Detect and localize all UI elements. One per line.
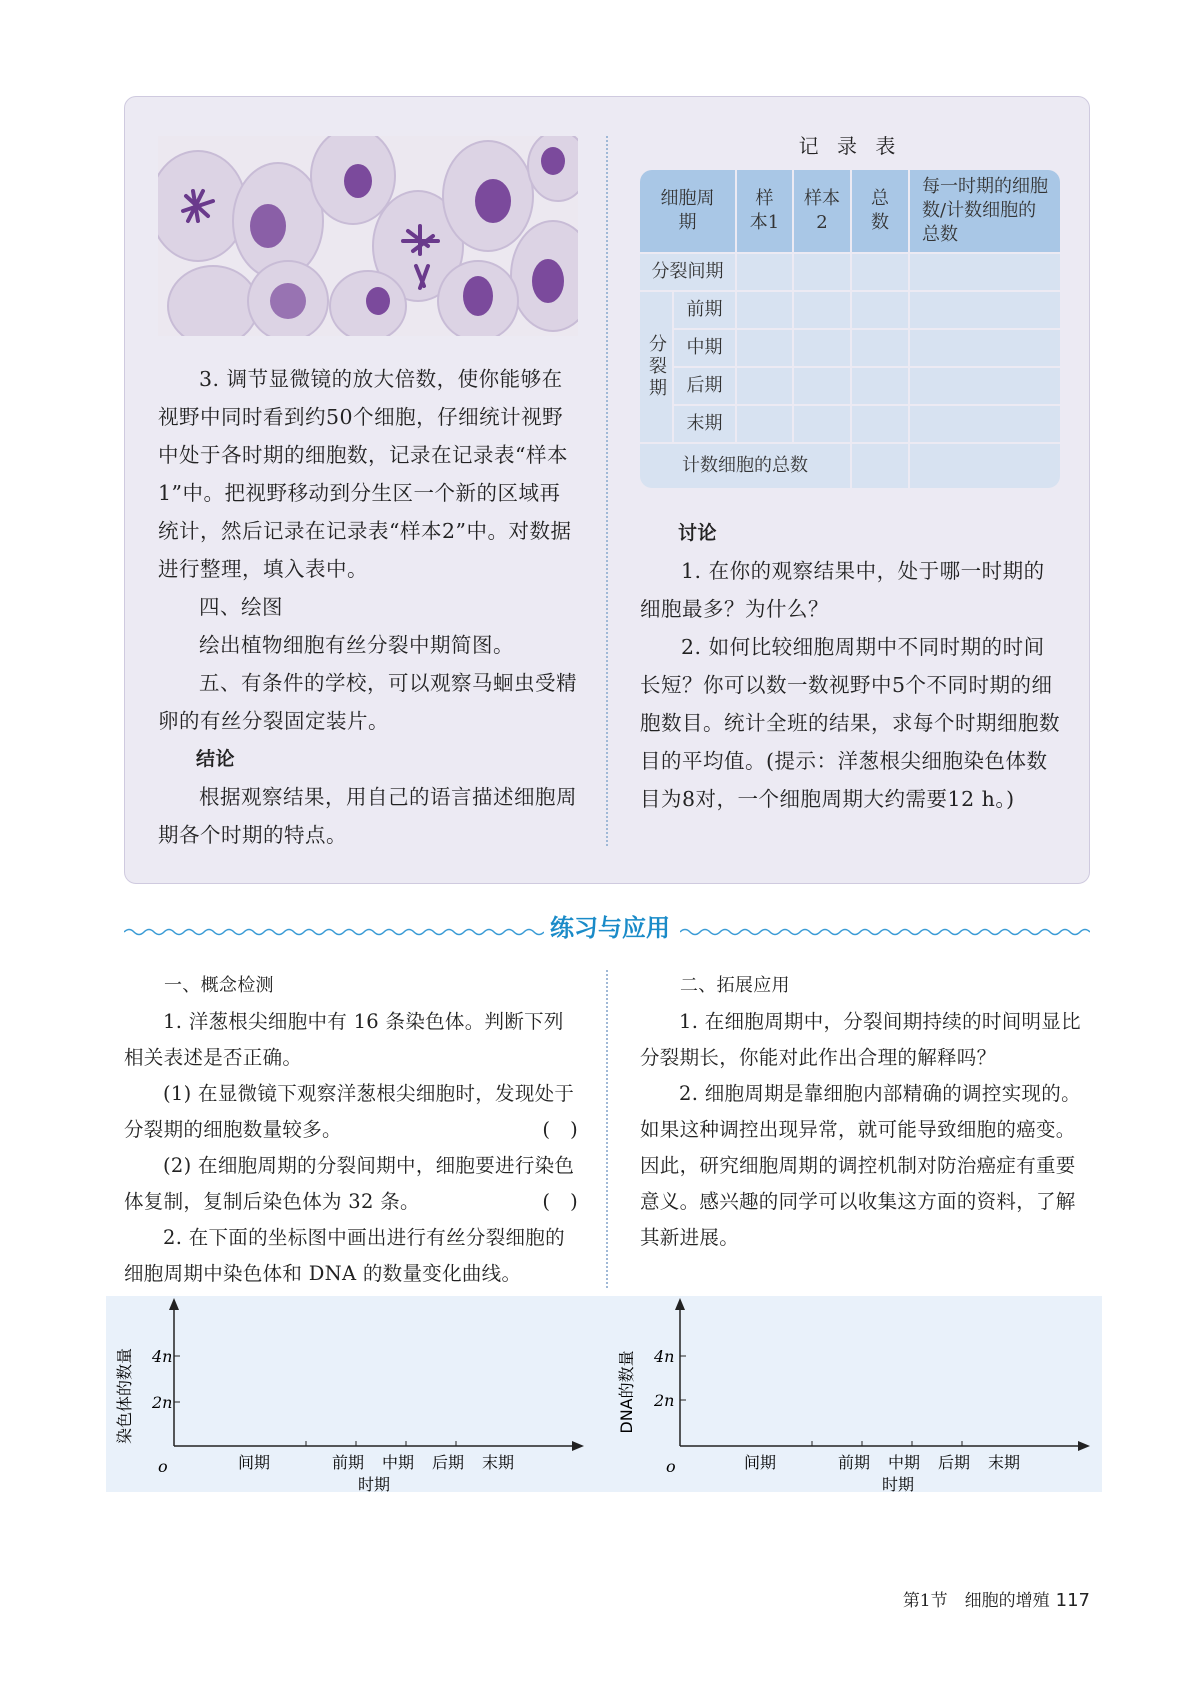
table-cell — [910, 254, 1060, 290]
table-cell — [737, 368, 792, 404]
header-total: 总数 — [852, 170, 908, 252]
y-axis-label: DNA的数量 — [617, 1350, 636, 1434]
section-title: 练习与应用 — [550, 914, 670, 942]
table-cell — [910, 368, 1060, 404]
banner-wave-right — [680, 922, 1090, 932]
table-cell — [737, 292, 792, 328]
answer-paren[interactable]: ( ) — [542, 1190, 578, 1213]
table-cell — [794, 406, 850, 442]
page-number: 117 — [1055, 1590, 1090, 1611]
question-1: 1. 洋葱根尖细胞中有 16 条染色体。判断下列相关表述是否正确。 — [124, 1010, 564, 1069]
table-cell — [852, 292, 908, 328]
discussion-item: 1. 在你的观察结果中，处于哪一时期的细胞最多？为什么？ — [640, 559, 1045, 621]
table-cell — [852, 444, 908, 488]
header-ratio: 每一时期的细胞数/计数细胞的总数 — [910, 170, 1060, 252]
table-cell — [737, 406, 792, 442]
tick-label-2n: 2n — [654, 1391, 675, 1410]
x-tick-anaphase: 后期 — [937, 1453, 971, 1472]
tick-label-2n: 2n — [152, 1393, 173, 1412]
header-sample-2: 样本2 — [794, 170, 850, 252]
table-cell — [794, 292, 850, 328]
discussion-item: 2. 如何比较细胞周期中不同时期的时间长短？你可以数一数视野中5个不同时期的细胞数目。统计全班的结果，求每个时期细胞数目的平均值。(提示：洋葱根尖细胞染色体数目为8对，一个细胞周期大约需要12 h。) — [640, 635, 1060, 811]
division-label-text: 分裂期 — [646, 334, 667, 400]
question-2: 2. 在下面的坐标图中画出进行有丝分裂细胞的细胞周期中染色体和 DNA 的数量变化曲线。 — [124, 1226, 565, 1285]
x-axis-label: 时期 — [357, 1475, 391, 1492]
draw-instruction: 绘出植物细胞有丝分裂中期简图。 — [199, 633, 514, 657]
row-metaphase-label: 中期 — [674, 330, 735, 366]
table-cell — [852, 254, 908, 290]
extension-heading: 二、拓展应用 — [680, 975, 790, 996]
record-table — [640, 170, 1060, 488]
y-axis-arrow-icon — [675, 1298, 685, 1310]
footer-section: 第1节 细胞的增殖 — [902, 1591, 1050, 1611]
chromosome-graph — [115, 1298, 584, 1492]
extension-question-1: 1. 在细胞周期中，分裂间期持续的时间明显比分裂期长，你能对此作出合理的解释吗？ — [640, 1010, 1081, 1069]
row-division-label — [640, 292, 672, 442]
table-cell — [737, 330, 792, 366]
table-cell — [910, 330, 1060, 366]
extension-section — [640, 968, 1090, 1256]
answer-paren[interactable]: ( ) — [542, 1118, 578, 1141]
table-cell — [794, 254, 850, 290]
table-cell — [794, 330, 850, 366]
dna-graph — [617, 1298, 1090, 1492]
x-tick-interphase: 间期 — [237, 1453, 271, 1472]
table-cell — [737, 254, 792, 290]
table-cell — [910, 444, 1060, 488]
tick-label-4n: 4n — [654, 1347, 675, 1366]
table-cell — [852, 406, 908, 442]
row-telophase-label: 末期 — [674, 406, 735, 442]
origin-label: o — [158, 1457, 168, 1476]
graphs-band — [106, 1296, 1102, 1492]
origin-label: o — [666, 1457, 676, 1476]
row-prophase-label: 前期 — [674, 292, 735, 328]
row-interphase-label: 分裂间期 — [640, 254, 735, 290]
step-3-paragraph: 3. 调节显微镜的放大倍数，使你能够在视野中同时看到约50个细胞，仔细统计视野中处于各时期的细胞数，记录在记录表“样本1”中。把视野移动到分生区一个新的区域再统计，然后记录在记录表“样本2”中。对数据进行整理，填入表中。 — [158, 367, 572, 581]
banner-wave-left — [124, 922, 544, 932]
table-cell — [852, 368, 908, 404]
microscope-photo — [158, 136, 578, 336]
tick-label-4n: 4n — [152, 1347, 173, 1366]
table-title: 记 录 表 — [798, 134, 902, 158]
concept-check-heading: 一、概念检测 — [164, 975, 274, 996]
question-1-1-text: (1) 在显微镜下观察洋葱根尖细胞时，发现处于分裂期的细胞数量较多。 — [124, 1082, 575, 1141]
x-tick-prophase: 前期 — [331, 1453, 365, 1472]
draw-heading: 四、绘图 — [199, 595, 283, 619]
discussion-heading: 讨论 — [678, 522, 718, 544]
header-sample-1: 样本1 — [737, 170, 792, 252]
x-axis-arrow-icon — [1078, 1441, 1090, 1451]
header-phase: 细胞周期 — [640, 170, 735, 252]
table-cell — [852, 330, 908, 366]
x-tick-telophase: 末期 — [481, 1453, 515, 1472]
extension-question-2: 2. 细胞周期是靠细胞内部精确的调控实现的。如果这种调控出现异常，就可能导致细胞的癌变。因此，研究细胞周期的调控机制对防治癌症有重要意义。感兴趣的同学可以收集这方面的资料，了解其新进展。 — [640, 1082, 1081, 1249]
question-1-2-text: (2) 在细胞周期的分裂间期中，细胞要进行染色体复制，复制后染色体为 32 条。 — [124, 1154, 575, 1213]
x-tick-metaphase: 中期 — [381, 1453, 415, 1472]
row-anaphase-label: 后期 — [674, 368, 735, 404]
page-footer — [880, 1586, 1090, 1611]
column-divider — [606, 136, 608, 846]
exercise-divider — [606, 970, 608, 1288]
x-axis-label: 时期 — [881, 1475, 915, 1492]
discussion-section — [640, 514, 1060, 818]
x-axis-arrow-icon — [572, 1441, 584, 1451]
experiment-left-column — [158, 360, 578, 854]
y-axis-label: 染色体的数量 — [115, 1347, 134, 1445]
x-tick-metaphase: 中期 — [887, 1453, 921, 1472]
y-axis-arrow-icon — [169, 1298, 179, 1310]
x-tick-anaphase: 后期 — [431, 1453, 465, 1472]
table-cell — [910, 406, 1060, 442]
table-cell — [794, 368, 850, 404]
x-tick-prophase: 前期 — [837, 1453, 871, 1472]
x-tick-telophase: 末期 — [987, 1453, 1021, 1472]
row-count-label: 计数细胞的总数 — [640, 444, 850, 488]
step-5-paragraph: 五、有条件的学校，可以观察马蛔虫受精卵的有丝分裂固定装片。 — [158, 671, 577, 733]
conclusion-text: 根据观察结果，用自己的语言描述细胞周期各个时期的特点。 — [158, 785, 577, 847]
conclusion-heading: 结论 — [196, 748, 236, 770]
concept-check-section — [124, 968, 578, 1292]
x-tick-interphase: 间期 — [743, 1453, 777, 1472]
table-cell — [910, 292, 1060, 328]
